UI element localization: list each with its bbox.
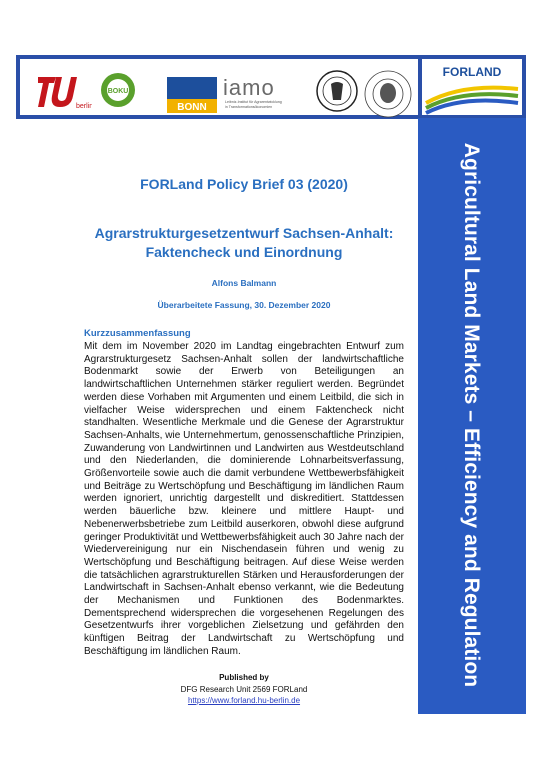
svg-text:iamo: iamo xyxy=(223,75,275,100)
tu-berlin-logo xyxy=(36,73,92,113)
policy-brief-series: FORLand Policy Brief 03 (2020) xyxy=(140,176,348,192)
svg-text:BOKU: BOKU xyxy=(107,88,129,95)
sidebar-title: Agricultural Land Markets – Efficiency and Regulation xyxy=(460,142,483,688)
boku-logo xyxy=(99,71,137,109)
svg-text:Leibniz-Institut für Agrarentw: Leibniz-Institut für Agrarentwicklung xyxy=(225,100,282,104)
uni-bonn-logo xyxy=(167,77,217,117)
forland-logo xyxy=(418,55,526,119)
svg-text:berlin: berlin xyxy=(76,103,92,110)
svg-text:in Transformationsökonomien: in Transformationsökonomien xyxy=(225,105,273,109)
title-line-2: Faktencheck und Einordnung xyxy=(145,244,343,260)
document-title xyxy=(84,224,404,262)
published-by-label: Published by xyxy=(219,673,269,682)
title-line-1: Agrarstrukturgesetzentwurf Sachsen-Anhalt: xyxy=(94,225,394,241)
summary-heading: Kurzzusammenfassung xyxy=(84,328,191,339)
summary-text: Mit dem im November 2020 im Landtag eingebrachten Entwurf zum Agrarstrukturgesetz Sachsen-Anhalt sollen der landwirtschaftliche Bodenmarkt sowie der Erwerb von Beteiligungen an landwirtschaftlichen Unternehmen stärker reguliert werden. Begründet werden diese Vorhaben mit Argumenten und einem Leitbild, die sich in vielfacher Weise widersprechen und einem Faktencheck nicht standhalten. Wesentliche Merkmale und die Genese der Agrarstruktur Sachsen-Anhalts, wie Unternehmertum, genossenschaftliche Prinzipien, Zuwanderung von Landwirtinnen und Landwirten aus Westdeutschland und den Niederlanden, die dominierende Lohnarbeitsverfassung, Größenvorteile sowie auch die damit verbundene Wettbewerbsfähigkeit und Beiträge zu Wertschöpfung und Beschäftigung im ländlichen Raum werden ignoriert, unrichtig dargestellt und diskreditiert. Stattdessen werden bäuerliche bzw. kleinere und mittlere Haupt- und Nebenerwerbsbetriebe zum Leitbild auserkoren, obwohl diese aufgrund geringer Produktivität und Wettbewerbsfähigkeit auch 30 Jahre nach der Wiedervereinigung nur ein Nischendasein führen und wenig zu Wertschöpfung und Beschäftigung beitragen. Auf diese Weise werden die tatsächlichen agrarstrukturellen Stärken und Herausforderungen der Landwirtschaft in Sachsen-Anhalt ebenso verkannt, wie die Bedeutung der Mechanismen und Funktionen des Bodenmarktes. Dementsprechend widersprechen die vorgesehenen Regelungen des Gesetzentwurfs ihrer vorgeblichen Zielsetzung und gefährden den künftigen Beitrag der Landwirtschaft zu Wertschöpfung und Beschäftigung im ländlichen Raum. xyxy=(84,341,405,657)
publisher-org: DFG Research Unit 2569 FORLand xyxy=(180,685,308,694)
iamo-logo xyxy=(221,71,321,115)
author: Alfons Balmann xyxy=(211,278,277,288)
svg-text:FORLAND: FORLAND xyxy=(442,65,502,79)
svg-text:BONN: BONN xyxy=(177,102,207,113)
humboldt-university-seal-logo xyxy=(364,70,412,118)
university-seal-logo xyxy=(316,70,358,112)
revision-date: Überarbeitete Fassung, 30. Dezember 2020 xyxy=(157,300,331,310)
website-link[interactable]: https://www.forland.hu-berlin.de xyxy=(187,696,301,705)
